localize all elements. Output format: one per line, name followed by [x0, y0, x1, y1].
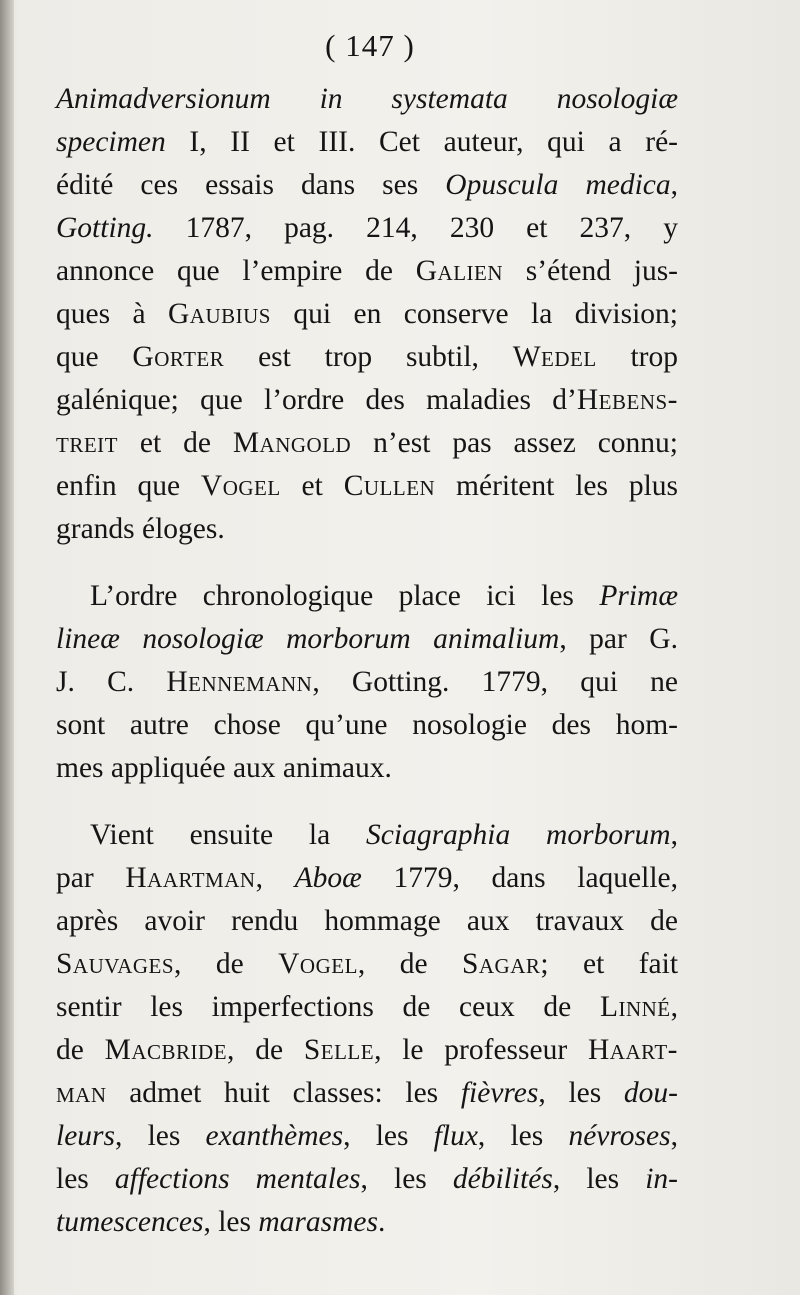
text-run: sont autre chose qu’une nosologie des hom-	[56, 709, 678, 741]
text-run: J. C.	[56, 666, 167, 698]
text-run: ,	[670, 819, 678, 851]
small-caps-name: Selle	[303, 1034, 375, 1066]
small-caps-name: Macbride	[104, 1034, 228, 1066]
text-run: .	[378, 1206, 386, 1238]
small-caps-name: Cullen	[343, 470, 436, 502]
text-run: s’étend jus-	[503, 255, 679, 287]
small-caps-name: Vogel	[278, 948, 358, 980]
text-run: , les	[343, 1120, 434, 1152]
text-line	[56, 1158, 678, 1201]
text-line	[56, 1029, 678, 1072]
text-line	[56, 575, 678, 618]
text-line	[56, 943, 678, 986]
text-run: méritent les plus	[435, 470, 678, 502]
italic-text: affections mentales	[114, 1163, 361, 1195]
italic-text: fièvres	[460, 1077, 539, 1109]
text-run: admet huit classes: les	[106, 1077, 461, 1109]
page-number: ( 147 )	[325, 28, 415, 63]
text-line	[56, 704, 678, 747]
italic-text: dou-	[623, 1077, 678, 1109]
text-run: que	[56, 341, 133, 373]
text-run: L’ordre chronologique place ici les	[90, 580, 600, 612]
text-line	[56, 661, 678, 704]
text-line	[56, 747, 678, 790]
text-run: 1787, pag. 214, 230 et 237, y	[153, 212, 678, 244]
text-run: , le professeur	[374, 1034, 588, 1066]
italic-text: lineæ nosologiæ morborum animalium	[56, 623, 560, 655]
text-line	[56, 1201, 678, 1244]
text-line	[56, 508, 678, 551]
text-run: , les	[115, 1120, 206, 1152]
small-caps-name: Wedel	[512, 341, 597, 373]
text-line	[56, 618, 678, 661]
page-binding-edge	[0, 0, 14, 1295]
text-line	[56, 900, 678, 943]
text-run: mes appliquée aux animaux.	[56, 752, 392, 784]
italic-text: Gotting.	[56, 212, 154, 244]
text-line	[56, 814, 678, 857]
text-run: , les	[538, 1077, 624, 1109]
italic-text: in-	[645, 1163, 678, 1195]
text-run: les	[56, 1163, 115, 1195]
small-caps-name: man	[56, 1077, 107, 1109]
text-run: grands éloges.	[56, 513, 225, 545]
text-run: est trop subtil,	[224, 341, 513, 373]
small-caps-name: Haartman	[125, 862, 256, 894]
text-run: , de	[357, 948, 462, 980]
text-run: , les	[552, 1163, 646, 1195]
text-run: ,	[670, 991, 678, 1023]
italic-text: marasmes	[258, 1206, 378, 1238]
text-run: , Gotting. 1779, qui ne	[312, 666, 678, 698]
italic-text: Aboæ	[294, 862, 362, 894]
italic-text: tumescences	[56, 1206, 204, 1238]
text-run: sentir les imperfections de ceux de	[56, 991, 600, 1023]
text-run: ; et fait	[540, 948, 679, 980]
text-run: , les	[477, 1120, 569, 1152]
text-run: , de	[174, 948, 279, 980]
italic-text: débilités	[452, 1163, 553, 1195]
text-run: 1779, dans laquelle,	[361, 862, 679, 894]
text-run: galénique; que l’ordre des maladies d’	[56, 384, 577, 416]
text-run: I, II et III. Cet auteur, qui a ré-	[165, 126, 678, 158]
italic-text: exanthèmes	[205, 1120, 344, 1152]
body-text	[56, 78, 678, 1244]
small-caps-name: Hennemann	[166, 666, 313, 698]
small-caps-name: Vogel	[200, 470, 281, 502]
text-run: et	[280, 470, 344, 502]
text-run: , par G.	[559, 623, 678, 655]
text-line	[56, 207, 678, 250]
text-line	[56, 250, 678, 293]
text-run: trop	[596, 341, 678, 373]
italic-text: specimen	[56, 126, 166, 158]
small-caps-name: Sagar	[461, 948, 541, 980]
small-caps-name: Gorter	[132, 341, 225, 373]
small-caps-name: Mangold	[232, 427, 352, 459]
paragraph	[56, 814, 678, 1244]
text-line	[56, 1115, 678, 1158]
text-run: ,	[255, 862, 295, 894]
text-run: de	[56, 1034, 105, 1066]
text-run: par	[56, 862, 126, 894]
text-line	[56, 465, 678, 508]
italic-text: névroses	[568, 1120, 671, 1152]
text-line	[56, 293, 678, 336]
text-run: annonce que l’empire de	[56, 255, 416, 287]
text-line	[56, 1072, 678, 1115]
italic-text: Primæ	[599, 580, 678, 612]
small-caps-name: Haart-	[587, 1034, 679, 1066]
text-line	[56, 78, 678, 121]
italic-text: flux	[433, 1120, 478, 1152]
text-line	[56, 336, 678, 379]
italic-text: Sciagraphia morborum	[366, 819, 671, 851]
small-caps-name: Linné	[599, 991, 671, 1023]
italic-text: leurs	[56, 1120, 115, 1152]
text-line	[56, 986, 678, 1029]
text-line	[56, 121, 678, 164]
text-run: qui en conserve la division;	[270, 298, 678, 330]
small-caps-name: Sauvages	[56, 948, 175, 980]
text-line	[56, 857, 678, 900]
text-run: Vient ensuite la	[90, 819, 367, 851]
paragraph-gap	[56, 790, 678, 814]
text-line	[56, 164, 678, 207]
paragraph	[56, 575, 678, 790]
text-run: édité ces essais dans ses	[56, 169, 446, 201]
paragraph-gap	[56, 551, 678, 575]
italic-text: Opuscula medica	[445, 169, 671, 201]
small-caps-name: Galien	[415, 255, 504, 287]
small-caps-name: Hebens-	[576, 384, 678, 416]
text-run: ques à	[56, 298, 168, 330]
paragraph	[56, 78, 678, 551]
text-line	[56, 379, 678, 422]
text-run: et de	[117, 427, 233, 459]
small-caps-name: treit	[56, 427, 118, 459]
italic-text: Animadversionum in systemata nosologiæ	[56, 83, 678, 115]
text-run: n’est pas assez connu;	[351, 427, 678, 459]
text-run: enfin que	[56, 470, 201, 502]
text-line	[56, 422, 678, 465]
small-caps-name: Gaubius	[168, 298, 271, 330]
text-run: , les	[203, 1206, 259, 1238]
text-run: , de	[227, 1034, 304, 1066]
text-run: , les	[360, 1163, 453, 1195]
text-run: après avoir rendu hommage aux travaux de	[56, 905, 678, 937]
text-run: ,	[670, 1120, 678, 1152]
text-run: ,	[670, 169, 679, 201]
